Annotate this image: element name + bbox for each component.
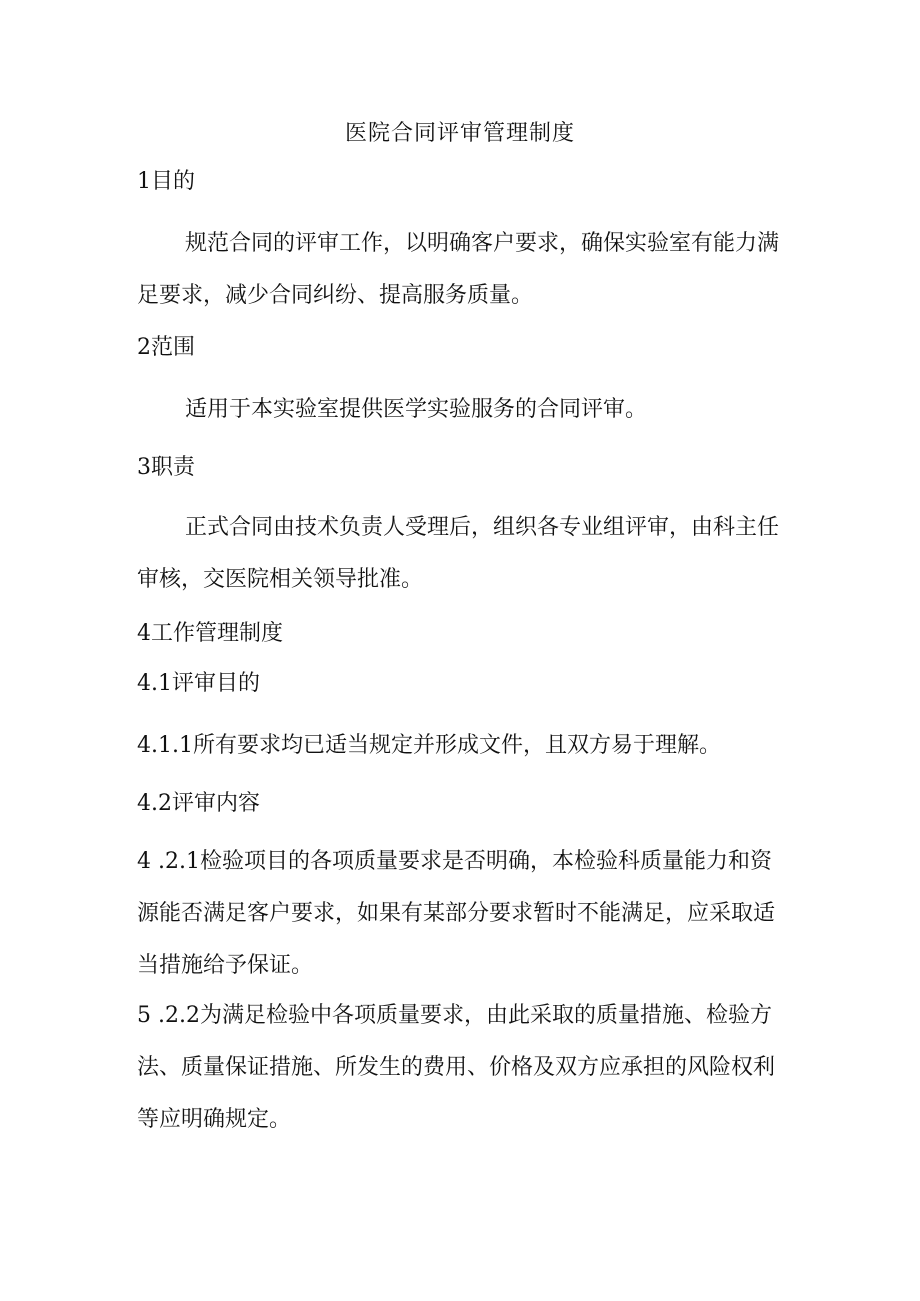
section-heading-review-content: 4.2评审内容 [137,791,260,816]
section-heading-purpose: 1目的 [137,169,195,194]
section-heading-review-purpose: 4.1评审目的 [137,671,260,696]
section-heading-management: 4工作管理制度 [137,621,283,646]
clause-4-2-2: 5 .2.2为满足检验中各项质量要求，由此采取的质量措施、检验方法、质量保证措施、所发生的费用、价格及双方应承担的风险权利等应明确规定。 [137,1003,776,1132]
section-body-scope: 适用于本实验室提供医学实验服务的合同评审。 [185,397,648,422]
clause-4-2-1: 4 .2.1检验项目的各项质量要求是否明确，本检验科质量能力和资源能否满足客户要求，如果有某部分要求暂时不能满足，应采取适当措施给予保证。 [137,849,776,978]
section-body-purpose: 规范合同的评审工作，以明确客户要求，确保实验室有能力满足要求，减少合同纠纷、提高服务质量。 [137,231,780,308]
section-heading-scope: 2范围 [137,335,195,360]
document-title: 医院合同评审管理制度 [344,121,575,146]
section-heading-responsibility: 3职责 [137,455,195,480]
section-body-responsibility: 正式合同由技术负责人受理后，组织各专业组评审，由科主任审核，交医院相关领导批准。 [137,515,780,592]
clause-4-1-1: 4.1.1所有要求均已适当规定并形成文件，且双方易于理解。 [137,733,721,758]
